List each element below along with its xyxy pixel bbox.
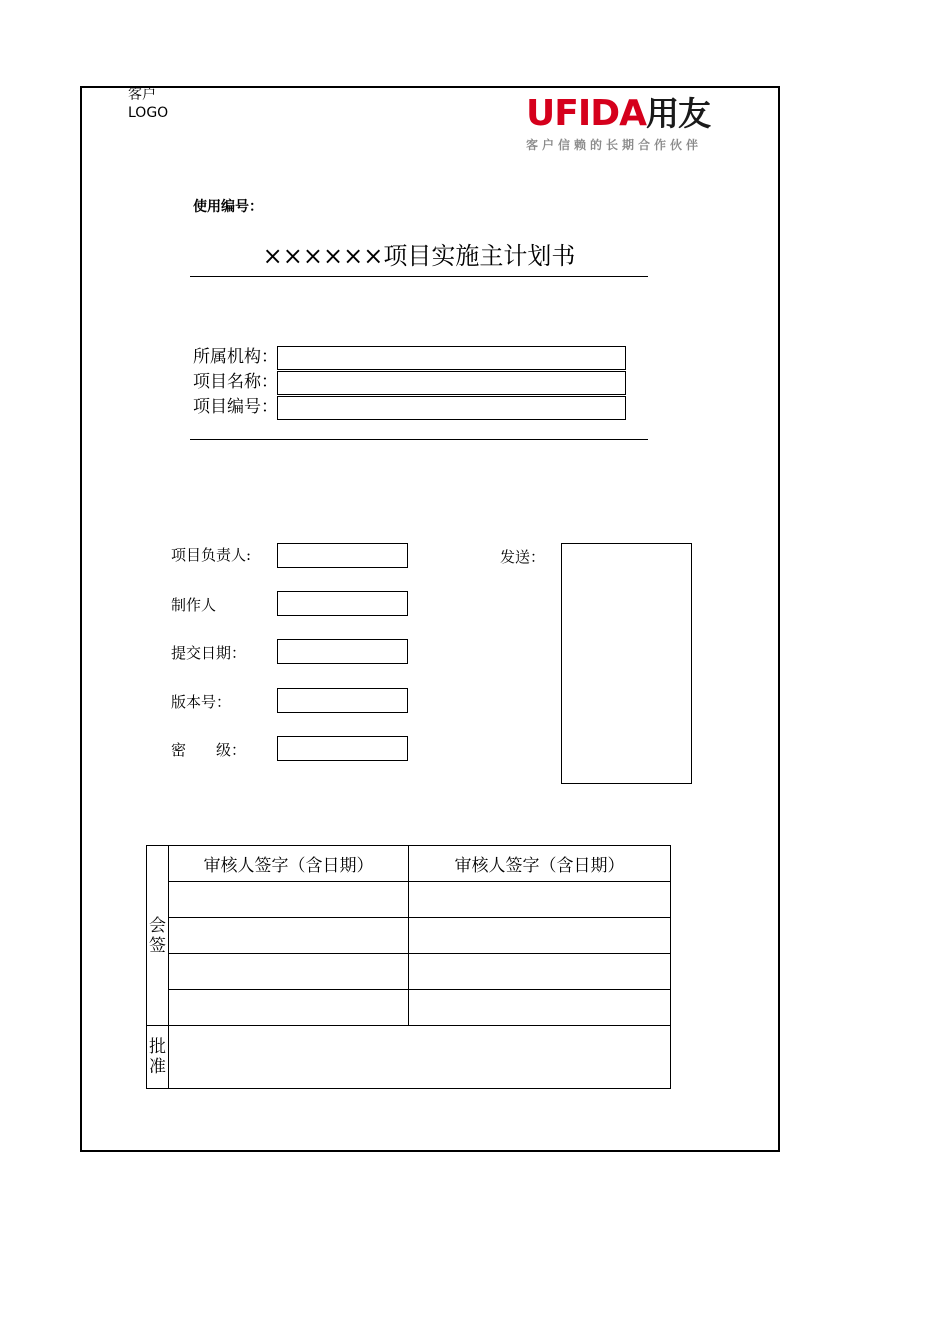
document-title: ××××××项目实施主计划书 <box>262 242 576 270</box>
version-label: 版本号： <box>171 693 232 711</box>
submit-date-input[interactable] <box>277 639 408 664</box>
info-divider <box>190 439 648 440</box>
approval-label <box>147 1026 169 1089</box>
countersign-char-2: 签 <box>149 935 166 956</box>
author-label: 制作人 <box>171 596 217 614</box>
countersign-label <box>147 846 169 1026</box>
approval-char-1: 批 <box>149 1037 166 1057</box>
approval-char-2: 准 <box>149 1057 166 1077</box>
client-logo <box>128 86 168 122</box>
reviewer-column-header-1: 审核人签字（含日期） <box>169 846 409 882</box>
title-underline <box>190 276 648 277</box>
brand-slogan: 客户信赖的长期合作伙伴 <box>526 138 703 152</box>
signature-cell[interactable] <box>409 954 671 990</box>
countersign-char-1: 会 <box>149 915 166 936</box>
brand-name-latin: UFIDA <box>526 93 646 134</box>
submit-date-label: 提交日期： <box>171 644 247 662</box>
project-name-input[interactable] <box>277 371 626 395</box>
project-lead-label: 项目负责人: <box>171 546 252 564</box>
project-number-label: 项目编号： <box>193 397 278 417</box>
send-to-box[interactable] <box>561 543 692 784</box>
project-lead-input[interactable] <box>277 543 408 568</box>
client-logo-line1: 客户 <box>128 87 156 103</box>
signature-cell[interactable] <box>409 990 671 1026</box>
signature-cell[interactable] <box>169 990 409 1026</box>
version-input[interactable] <box>277 688 408 713</box>
project-number-input[interactable] <box>277 396 626 420</box>
signature-cell[interactable] <box>409 882 671 918</box>
security-level-input[interactable] <box>277 736 408 761</box>
project-name-label: 项目名称： <box>193 372 278 392</box>
client-logo-line2: LOGO <box>128 105 169 121</box>
reviewer-column-header-2: 审核人签字（含日期） <box>409 846 671 882</box>
brand-name-cn: 用友 <box>645 94 710 133</box>
ufida-logo <box>526 93 710 158</box>
signoff-table <box>146 845 671 1089</box>
signature-cell[interactable] <box>169 954 409 990</box>
security-level-label: 密 级： <box>171 741 247 759</box>
org-label: 所属机构： <box>193 347 278 367</box>
org-input[interactable] <box>277 346 626 370</box>
signature-cell[interactable] <box>169 918 409 954</box>
approval-cell[interactable] <box>169 1026 671 1089</box>
signature-cell[interactable] <box>169 882 409 918</box>
send-to-label: 发送： <box>500 548 546 566</box>
signature-cell[interactable] <box>409 918 671 954</box>
author-input[interactable] <box>277 591 408 616</box>
usage-number-label: 使用编号： <box>193 199 263 215</box>
